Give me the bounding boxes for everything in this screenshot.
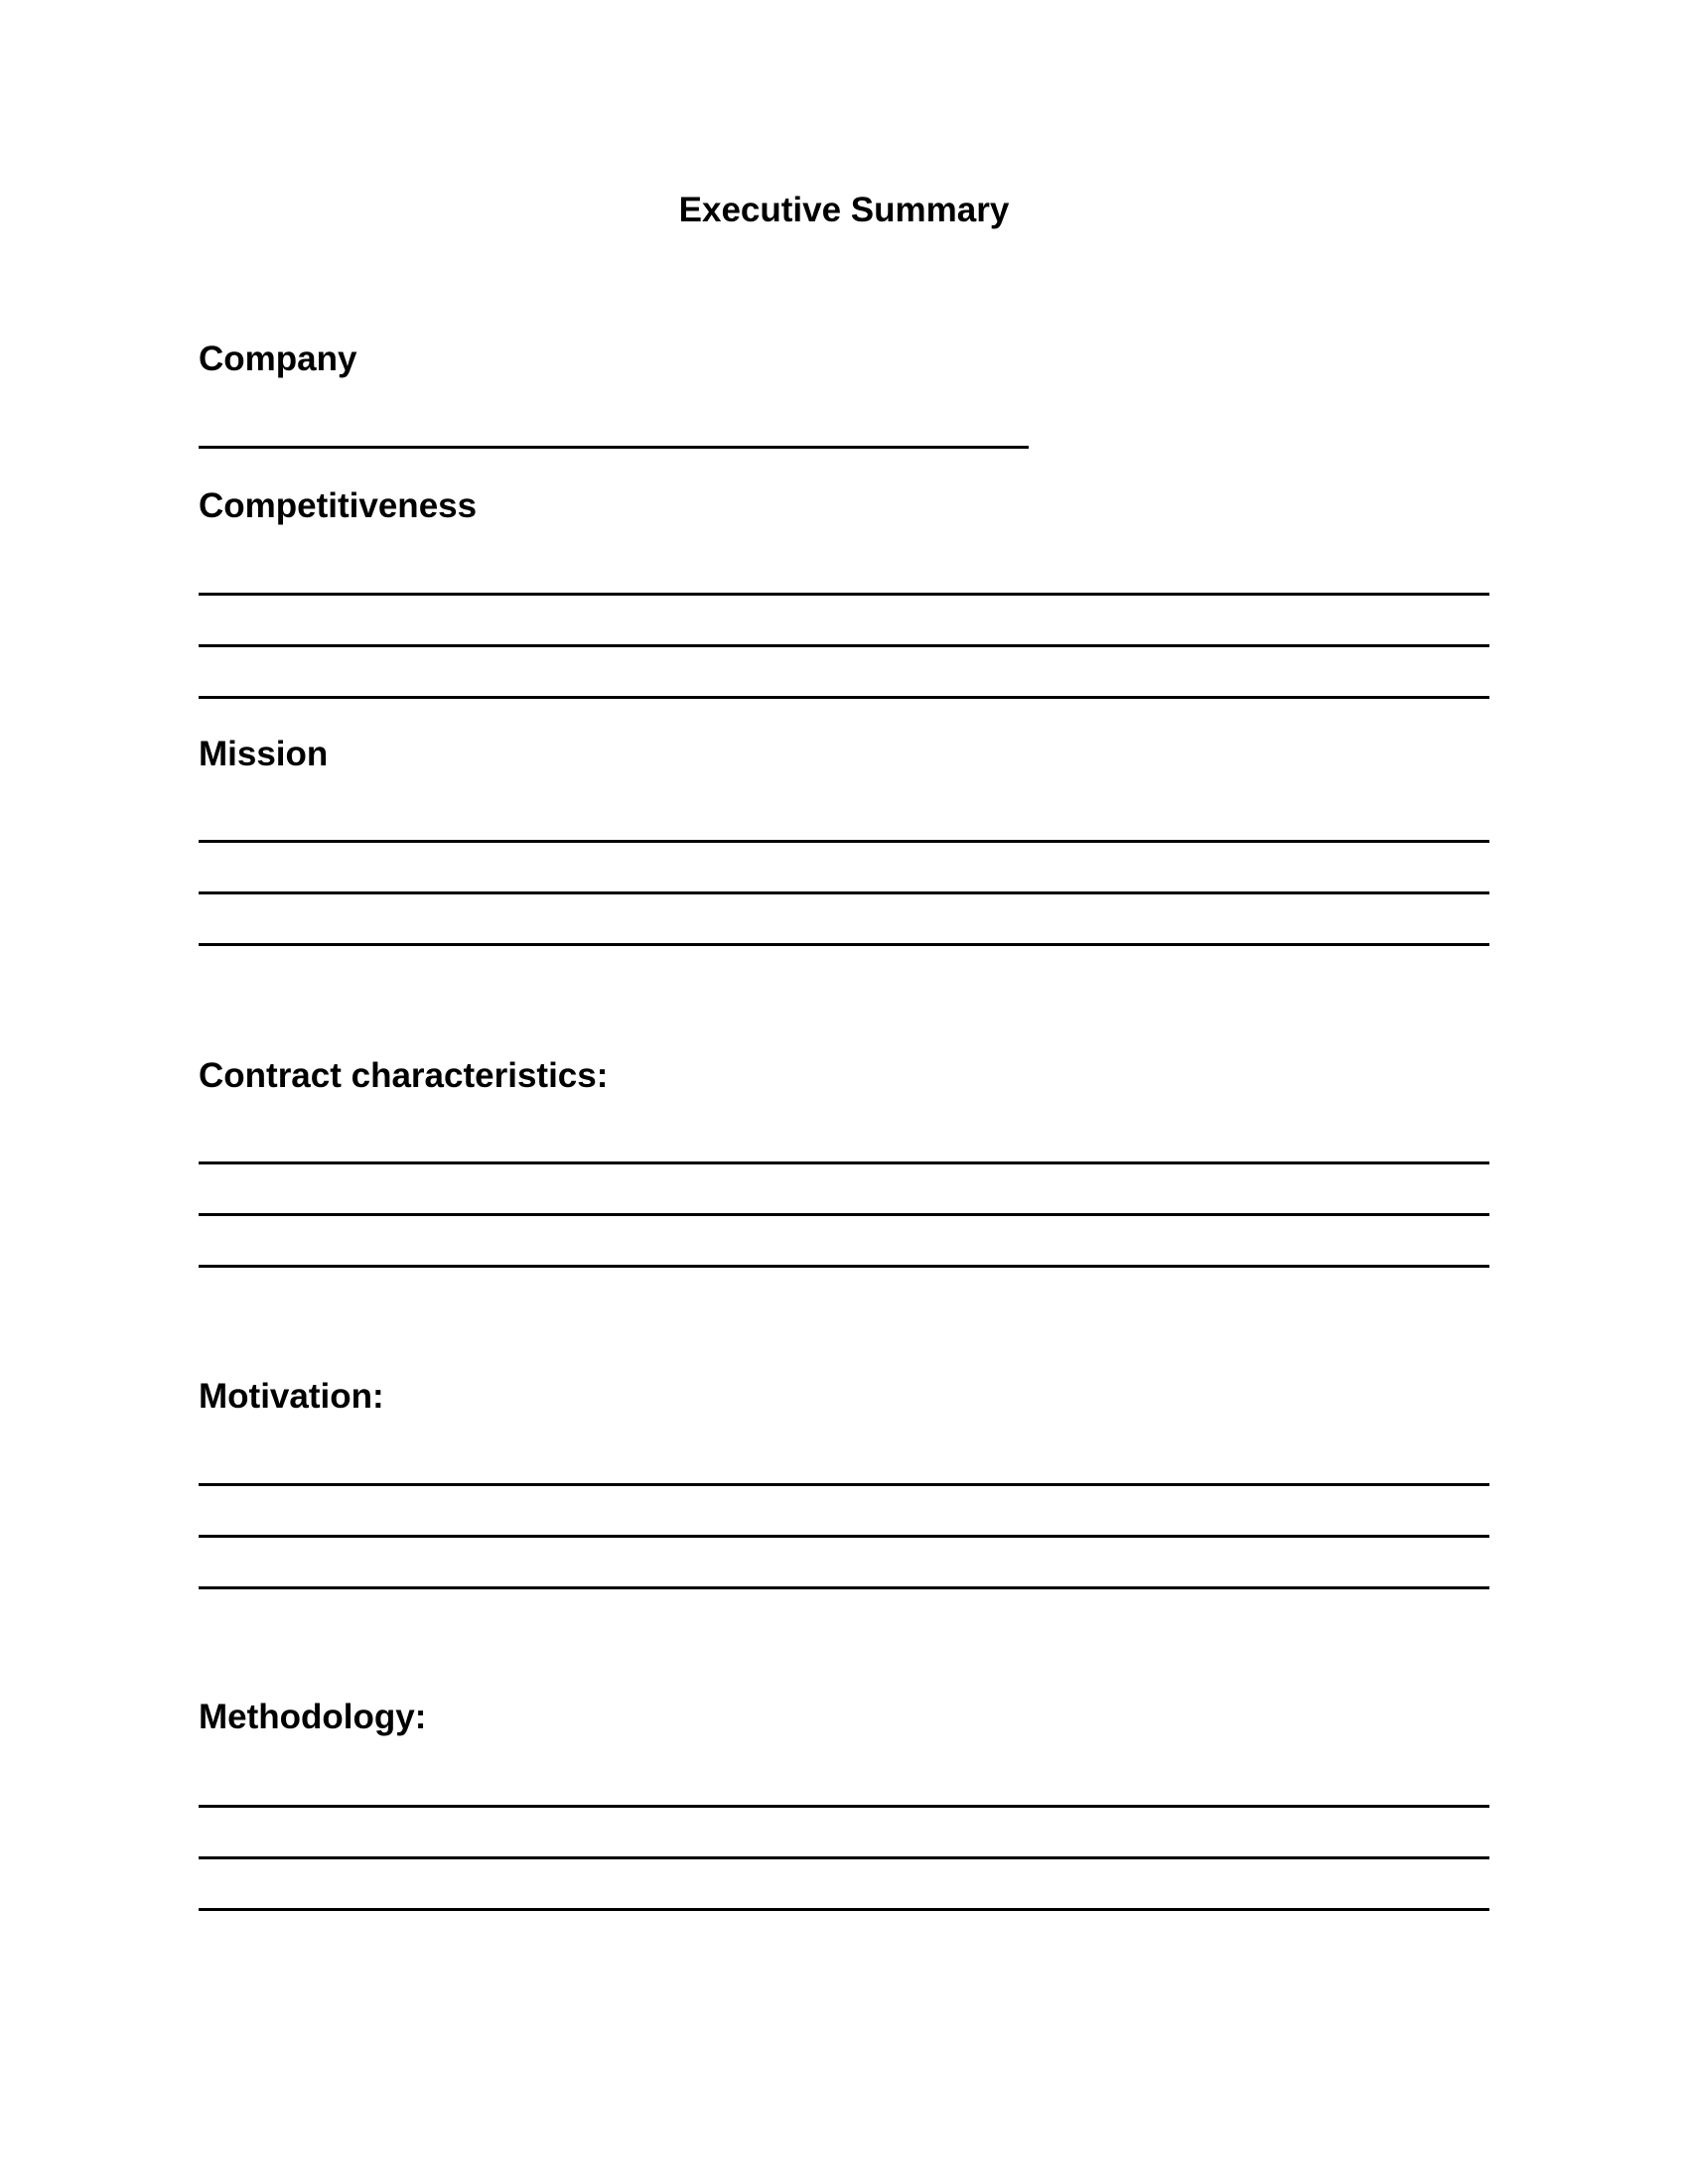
methodology-answer-line-1[interactable] — [199, 1805, 1489, 1808]
mission-answer-line-3[interactable] — [199, 943, 1489, 946]
competitiveness-answer-line-2[interactable] — [199, 644, 1489, 647]
motivation-answer-line-1[interactable] — [199, 1483, 1489, 1486]
motivation-answer-line-3[interactable] — [199, 1586, 1489, 1589]
section-heading-company: Company — [199, 340, 357, 378]
mission-answer-line-1[interactable] — [199, 840, 1489, 843]
methodology-answer-line-2[interactable] — [199, 1856, 1489, 1859]
company-answer-line[interactable] — [199, 446, 1029, 449]
contract-characteristics-answer-line-2[interactable] — [199, 1213, 1489, 1216]
competitiveness-answer-line-3[interactable] — [199, 696, 1489, 699]
competitiveness-answer-line-1[interactable] — [199, 593, 1489, 596]
section-heading-motivation: Motivation: — [199, 1377, 384, 1416]
section-heading-methodology: Methodology: — [199, 1698, 427, 1736]
page-title: Executive Summary — [678, 191, 1010, 229]
motivation-answer-line-2[interactable] — [199, 1535, 1489, 1538]
section-heading-competitiveness: Competitiveness — [199, 486, 478, 525]
section-heading-mission: Mission — [199, 735, 329, 773]
section-heading-contract-characteristics: Contract characteristics: — [199, 1056, 609, 1095]
methodology-answer-line-3[interactable] — [199, 1908, 1489, 1911]
mission-answer-line-2[interactable] — [199, 891, 1489, 894]
contract-characteristics-answer-line-1[interactable] — [199, 1161, 1489, 1164]
contract-characteristics-answer-line-3[interactable] — [199, 1265, 1489, 1268]
